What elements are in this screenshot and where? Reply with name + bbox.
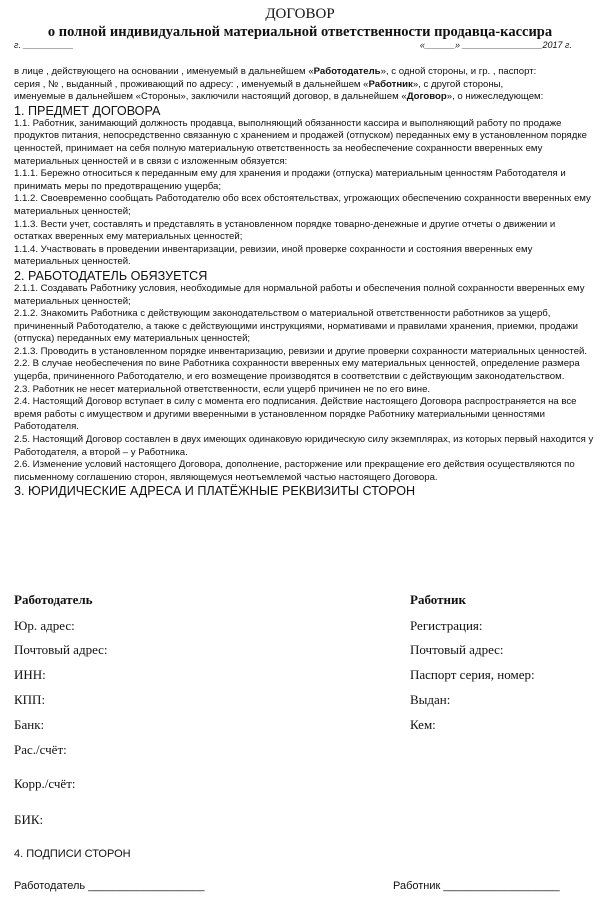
clause-1-1-2: 1.1.2. Своевременно сообщать Работодателю обо всех обстоятельствах, угрожающих обеспечению сохранности вверенных ему материальных ценностей; xyxy=(14,193,591,217)
employer-corr-account-label: Корр./счёт: xyxy=(14,776,76,791)
city-placeholder: г. __________ xyxy=(14,40,74,50)
employee-registration-label: Регистрация: xyxy=(410,618,483,633)
employer-inn-label: ИНН: xyxy=(14,667,46,682)
date-placeholder: «______» ________________2017 г. xyxy=(419,40,572,50)
contract-term: Договор xyxy=(406,91,447,103)
section-2-heading: 2. РАБОТОДАТЕЛЬ ОБЯЗУЕТСЯ xyxy=(14,268,208,283)
employer-bank-label: Банк: xyxy=(14,717,45,732)
clause-1-1-1: 1.1.1. Бережно относиться к переданным ему для хранения и продажи (отпуска) материальным ценностям Работодателя и принимать меры по предотвращению ущерба; xyxy=(14,168,566,192)
employee-issued-label: Выдан: xyxy=(410,692,451,707)
employee-requisites-title: Работник xyxy=(410,592,466,607)
clause-2-6: 2.6. Изменение условий настоящего Договора, дополнение, расторжение или прекращение его действия осуществляются по письменному соглашению сторон, являющемуся неотъемлемой частью настоящего Договора. xyxy=(14,459,575,483)
intro-line-1: в лице , действующего на основании , именуемый в дальнейшем «Работодатель», с одной стороны, и гр. , паспорт: xyxy=(14,66,537,77)
employee-passport-label: Паспорт серия, номер: xyxy=(410,667,535,682)
clause-2-3: 2.3. Работник не несет материальной ответственности, если ущерб причинен не по его вине. xyxy=(14,383,431,395)
employer-postal-address-label: Почтовый адрес: xyxy=(14,642,108,657)
section-4-heading: 4. ПОДПИСИ СТОРОН xyxy=(14,848,131,860)
employee-postal-address-label: Почтовый адрес: xyxy=(410,642,504,657)
clause-2-2: 2.2. В случае необеспечения по вине Работника сохранности вверенных ему материальных ценностей, определение размера ущерба, причиненного Работодателю, и его возмещение производятся в соответствии с действующим законодательством. xyxy=(14,358,580,383)
employer-signature-line: Работодатель ___________________ xyxy=(14,880,205,892)
contract-body xyxy=(14,66,594,498)
employee-issued-by-label: Кем: xyxy=(410,717,436,732)
clause-2-5: 2.5. Настоящий Договор составлен в двух имеющих одинаковую юридическую силу экземплярах, из которых первый находится у Работодателя, а второй – у Работника. xyxy=(14,434,594,458)
employee-signature-line: Работник ___________________ xyxy=(393,880,560,892)
document-title: ДОГОВОР xyxy=(265,6,335,22)
clause-1-1-3: 1.1.3. Вести учет, составлять и представлять в установленном порядке товарно-денежные и другие отчеты о движении и остатках вверенных ему материальных ценностей; xyxy=(14,218,556,243)
employer-bik-label: БИК: xyxy=(14,812,44,827)
intro-line-2: серия , № , выданный , проживающий по адресу: , именуемый в дальнейшем «Работник», с другой стороны, xyxy=(14,78,504,90)
clause-2-4: 2.4. Настоящий Договор вступает в силу с момента его подписания. Действие настоящего Договора распространяется на все время работы с имуществом и другими вверенными в установленном порядке Работнику материальными ценностями Работодателя. xyxy=(14,396,577,433)
section-3-heading: 3. ЮРИДИЧЕСКИЕ АДРЕСА И ПЛАТЁЖНЫЕ РЕКВИЗИТЫ СТОРОН xyxy=(14,484,416,499)
employee-term: Работник xyxy=(368,78,413,90)
employer-term: Работодатель xyxy=(313,66,381,77)
section-1-heading: 1. ПРЕДМЕТ ДОГОВОРА xyxy=(14,103,161,118)
intro-line-3: именуемые в дальнейшем «Стороны», заключили настоящий договор, в дальнейшем «Договор», о нижеследующем: xyxy=(14,91,544,103)
clause-1-1: 1.1. Работник, занимающий должность продавца, выполняющий обязанности кассира и выполняющий работу по продаже продуктов питания, непосредственно связанную с хранением и продажей (отпуском) переданных ему в установленном порядке ценностей, принимает на себя полную материальную ответственность за необеспечение сохранности вверенных ему материальных ценностей и в связи с изложенным обязуется: xyxy=(14,117,587,167)
clause-1-1-4: 1.1.4. Участвовать в проведении инвентаризации, ревизии, иной проверке сохранности и состояния вверенных ему материальных ценностей. xyxy=(14,243,533,268)
clause-2-1-2: 2.1.2. Знакомить Работника с действующим законодательством о материальной ответственности работников за ущерб, причиненный Работодателю, а также с действующими инструкциями, нормативами и правилами хранения, приемки, продажи (отпуска) переданных ему материальных ценностей; xyxy=(14,308,578,345)
document-subtitle: о полной индивидуальной материальной ответственности продавца-кассира xyxy=(47,24,553,40)
employer-legal-address-label: Юр. адрес: xyxy=(14,618,75,633)
clause-2-1-3: 2.1.3. Проводить в установленном порядке инвентаризацию, ревизии и другие проверки сохранности материальных ценностей. xyxy=(14,345,588,357)
employer-account-label: Рас./счёт: xyxy=(14,742,67,757)
clause-2-1-1: 2.1.1. Создавать Работнику условия, необходимые для нормальной работы и обеспечения полной сохранности вверенных ему материальных ценностей; xyxy=(14,282,585,307)
employer-requisites-title: Работодатель xyxy=(14,592,93,607)
employer-kpp-label: КПП: xyxy=(14,692,46,707)
